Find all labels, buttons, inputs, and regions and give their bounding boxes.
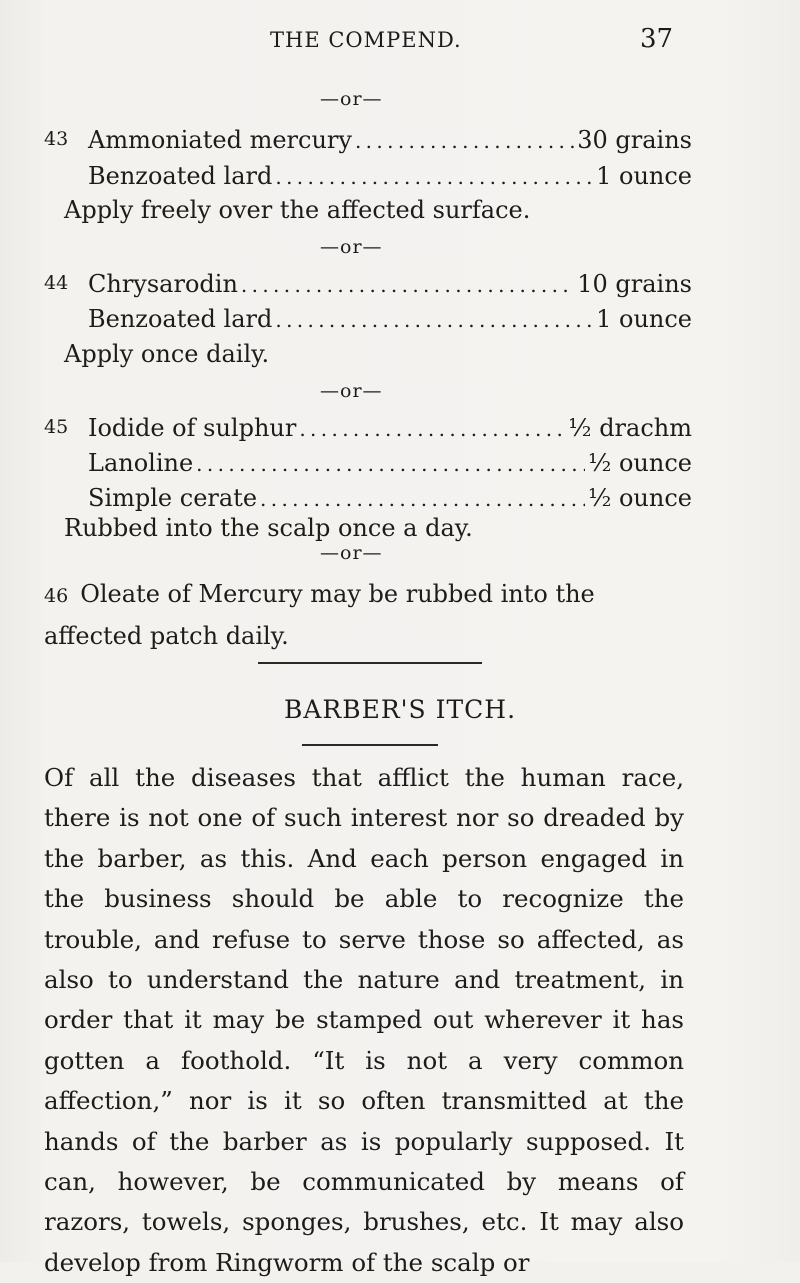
- dot-leader: [275, 308, 593, 332]
- or-separator: —or—: [320, 542, 383, 564]
- formula-number: 45: [44, 416, 69, 438]
- ingredient-name: Iodide of sulphur: [88, 414, 297, 442]
- ingredient-name: Benzoated lard: [88, 305, 273, 333]
- formula-44-instruction: Apply once daily.: [64, 340, 270, 368]
- page-number: 37: [640, 24, 674, 54]
- or-separator: —or—: [320, 88, 383, 110]
- dot-leader: [260, 487, 585, 511]
- ingredient-amount: 1 ounce: [596, 162, 692, 190]
- dot-leader: [355, 129, 574, 153]
- formula-45-line-3: [0, 484, 800, 518]
- formula-43-line-1: [0, 126, 800, 160]
- formula-number: 46: [44, 585, 69, 607]
- formula-44-line-2: [0, 305, 800, 339]
- rule-below-heading: [302, 744, 438, 746]
- ingredient-amount: ½ ounce: [588, 449, 692, 477]
- formula-45-instruction: Rubbed into the scalp once a day.: [64, 514, 473, 542]
- formula-44-line-1: [0, 270, 800, 304]
- ingredient-name: Chrysarodin: [88, 270, 238, 298]
- formula-43-instruction: Apply freely over the affected surface.: [64, 196, 531, 224]
- formula-46-text: Oleate of Mercury may be rubbed into the affected patch daily.: [44, 580, 595, 650]
- formula-number: 43: [44, 128, 69, 150]
- formula-45-line-2: [0, 449, 800, 483]
- ingredient-amount: 10 grains: [577, 270, 692, 298]
- ingredient-name: Ammoniated mercury: [88, 126, 352, 154]
- formula-43-line-2: [0, 162, 800, 196]
- or-separator: —or—: [320, 380, 383, 402]
- or-separator: —or—: [320, 236, 383, 258]
- rule-above-heading: [258, 662, 482, 664]
- ingredient-name: Benzoated lard: [88, 162, 273, 190]
- formula-45-line-1: [0, 414, 800, 448]
- dot-leader: [241, 273, 574, 297]
- ingredient-amount: ½ drachm: [568, 414, 692, 442]
- ingredient-amount: 30 grains: [577, 126, 692, 154]
- ingredient-amount: ½ ounce: [588, 484, 692, 512]
- formula-46: [44, 574, 684, 656]
- ingredient-amount: 1 ounce: [596, 305, 692, 333]
- section-body: Of all the diseases that afflict the human race, there is not one of such interest nor so dreaded by the barber, as this. And each person engaged in the business should be able to recognize the trouble, and refuse to serve those so affected, as also to understand the nature and treatment, in order that it may be stamped out wherever it has gotten a foothold. “It is not a very common affection,” nor is it so often transmitted at the hands of the barber as is popularly supposed. It can, however, be communicated by means of razors, towels, sponges, brushes, etc. It may also develop from Ringworm of the scalp or: [44, 763, 684, 1277]
- ingredient-name: Simple cerate: [88, 484, 258, 512]
- running-header: [0, 22, 800, 62]
- formula-number: 44: [44, 272, 69, 294]
- dot-leader: [275, 165, 593, 189]
- dot-leader: [299, 417, 565, 441]
- running-title: THE COMPEND.: [270, 28, 462, 52]
- dot-leader: [196, 452, 585, 476]
- section-heading: BARBER'S ITCH.: [283, 695, 517, 724]
- ingredient-name: Lanoline: [88, 449, 194, 477]
